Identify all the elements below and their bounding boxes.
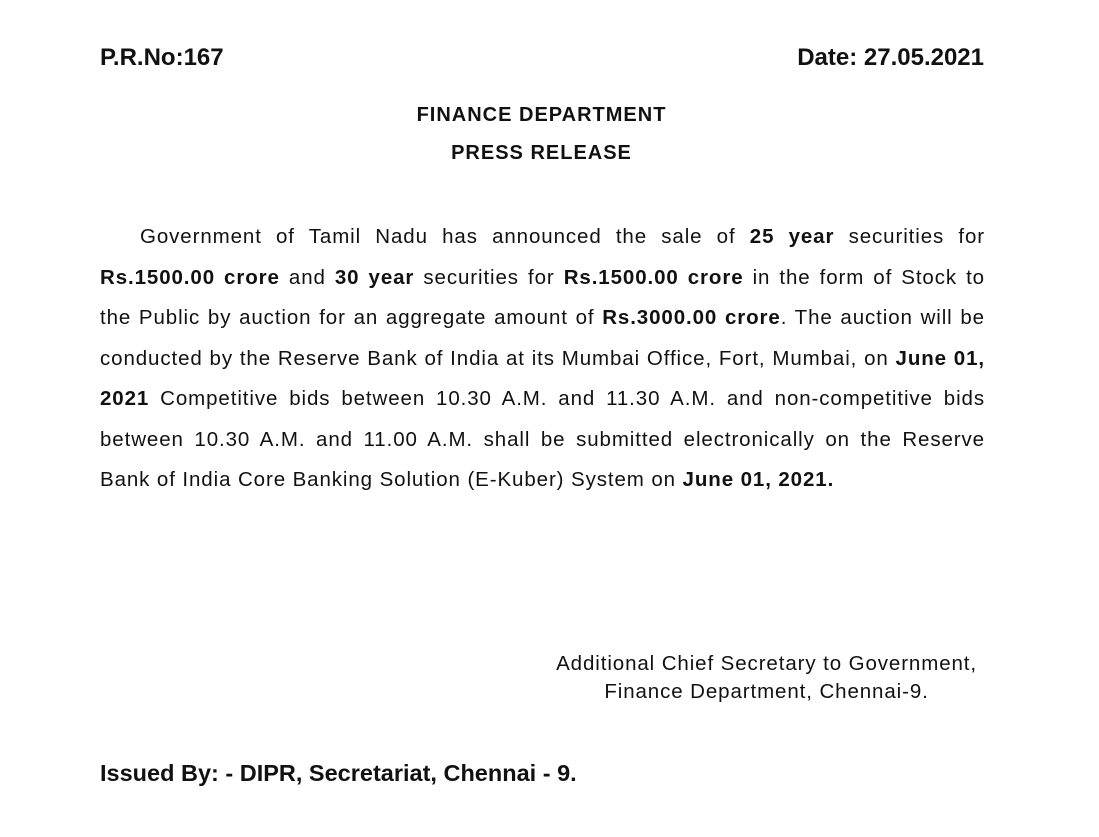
body-bold-auction-date: June 01, 2021: [100, 346, 985, 410]
issued-by: Issued By: - DIPR, Secretariat, Chennai - 9.: [100, 760, 577, 786]
body-bold-submission-date: June 01, 2021.: [682, 468, 835, 491]
announcement-paragraph: [100, 217, 985, 501]
body-text-4: securities for: [414, 265, 564, 289]
body-text-2: securities for: [834, 225, 985, 248]
body-text-5: in the form of Stock to the Public by auction for an aggregate amount of: [100, 265, 985, 329]
press-release-heading: PRESS RELEASE: [451, 142, 632, 164]
release-date: Date: 27.05.2021: [797, 44, 984, 71]
body-bold-25-year: 25 year: [749, 225, 835, 248]
department-heading: FINANCE DEPARTMENT: [416, 104, 667, 126]
body-bold-30-year: 30 year: [334, 265, 415, 289]
body-text-1: Government of Tamil Nadu has announced the sale of: [140, 225, 750, 248]
signature-block: [556, 650, 977, 706]
signatory-title: Additional Chief Secretary to Government,: [556, 652, 977, 675]
body-text-3: and: [279, 265, 335, 289]
body-text-7: Competitive bids between 10.30 A.M. and 11.30 A.M. and non-competitive bids between 10.30 A.M. and 11.00 A.M. shall be submitted electronically on the Reserve Bank of India Core Banking Solution (E-Kuber) System on: [100, 387, 985, 491]
signatory-department: Finance Department, Chennai-9.: [604, 680, 929, 703]
body-bold-amount-1: Rs.1500.00 crore: [100, 265, 280, 289]
body-bold-amount-2: Rs.1500.00 crore: [563, 265, 744, 289]
body-bold-total-amount: Rs.3000.00 crore: [602, 306, 781, 329]
press-release-number: P.R.No:167: [100, 44, 224, 71]
body-text-6: . The auction will be conducted by the Reserve Bank of India at its Mumbai Office, Fort, Mumbai, on: [100, 306, 985, 370]
